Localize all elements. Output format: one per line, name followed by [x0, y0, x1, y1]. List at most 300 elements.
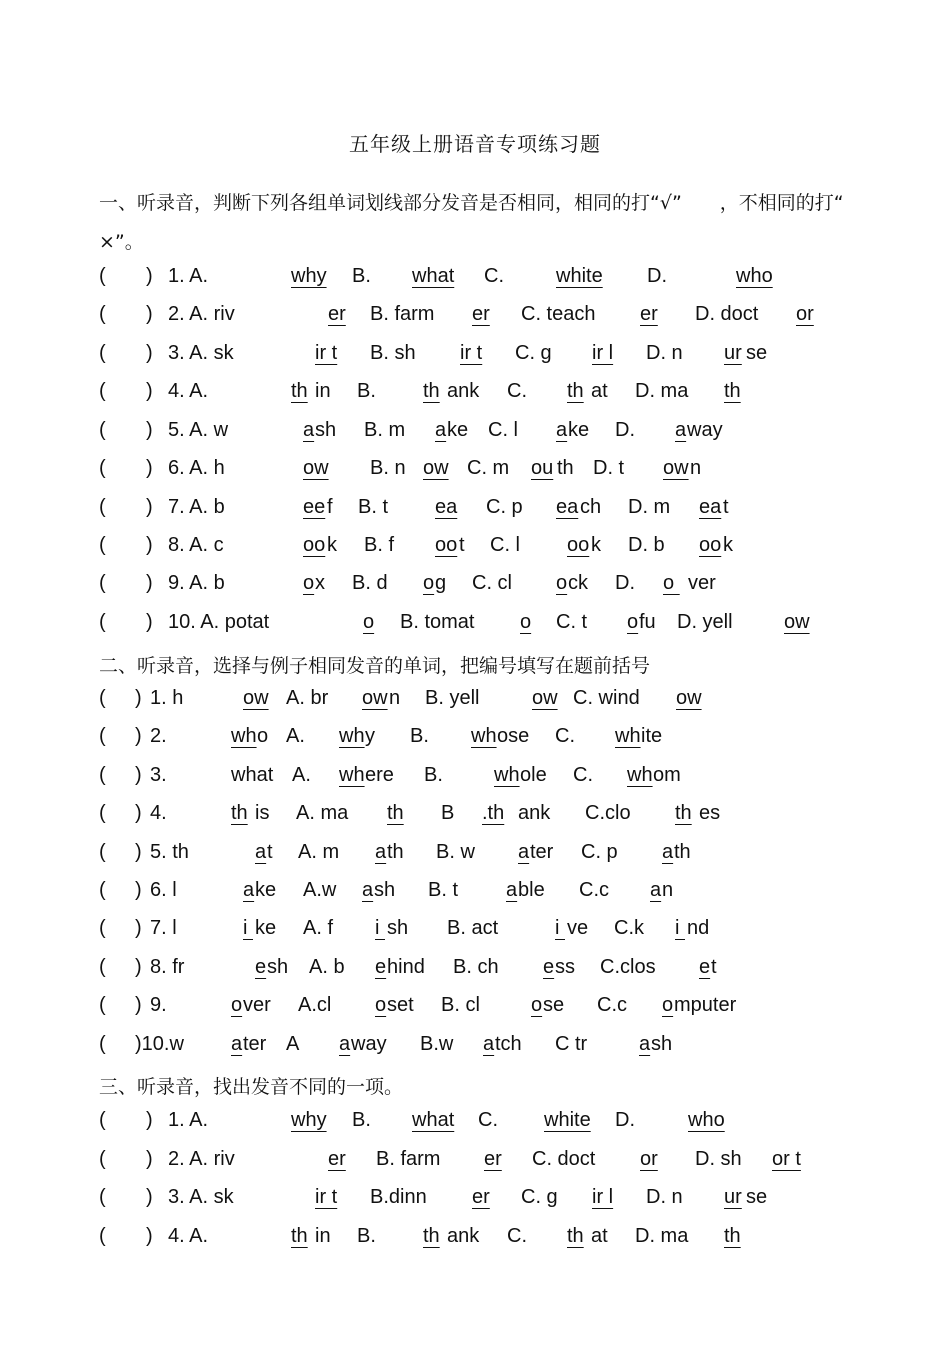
answer-bracket: ( — [99, 1109, 106, 1131]
question-text: nd — [687, 917, 710, 939]
question-text: ank — [518, 802, 551, 824]
question-text: in — [315, 380, 331, 402]
question-text: A. b — [309, 956, 345, 978]
underlined-phoneme: a — [231, 1033, 243, 1055]
question-row — [0, 1148, 950, 1178]
question-text: se — [543, 994, 565, 1016]
question-text: C. g — [521, 1186, 558, 1208]
question-row — [0, 1033, 950, 1063]
underlined-phoneme: i — [675, 917, 685, 939]
question-text: 1. A. — [168, 265, 209, 287]
question-text: C. p — [581, 841, 618, 863]
question-text: B. d — [352, 572, 388, 594]
underlined-phoneme: ow — [362, 687, 388, 709]
underlined-phoneme: e — [375, 956, 387, 978]
question-text: C. — [507, 380, 527, 402]
underlined-phoneme: wh — [471, 725, 497, 747]
question-text: C.c — [579, 879, 609, 901]
question-text: D. — [615, 572, 635, 594]
question-text: ) — [146, 1186, 153, 1208]
question-text: C. t — [556, 611, 588, 633]
underlined-phoneme: o — [423, 572, 435, 594]
question-text: C.k — [614, 917, 644, 939]
question-text: C. g — [515, 342, 552, 364]
answer-bracket: ( — [99, 1148, 106, 1170]
underlined-phoneme: a — [483, 1033, 495, 1055]
underlined-phoneme: th — [423, 380, 440, 402]
question-row — [0, 496, 950, 526]
underlined-phoneme: o — [662, 994, 674, 1016]
question-text: 6. l — [150, 879, 177, 901]
question-text: C. — [555, 725, 575, 747]
question-text: B. n — [370, 457, 406, 479]
question-text: ) — [135, 917, 142, 939]
question-text: 2. A. riv — [168, 303, 235, 325]
underlined-phoneme: o — [303, 572, 315, 594]
question-text: is — [255, 802, 270, 824]
question-text: 5. A. w — [168, 419, 229, 441]
question-text: es — [699, 802, 721, 824]
underlined-phoneme: a — [662, 841, 674, 863]
question-text: ite — [641, 725, 663, 747]
question-text: way — [351, 1033, 387, 1055]
underlined-phoneme: o — [531, 994, 543, 1016]
underlined-phoneme: white — [544, 1109, 591, 1131]
question-text: sh — [315, 419, 337, 441]
question-row — [0, 611, 950, 641]
underlined-phoneme: a — [303, 419, 315, 441]
question-text: 4. A. — [168, 1225, 209, 1247]
question-text: hind — [387, 956, 425, 978]
underlined-phoneme: th — [291, 1225, 308, 1247]
question-text: C. wind — [573, 687, 640, 709]
underlined-phoneme: a — [675, 419, 687, 441]
question-text: D. yell — [677, 611, 733, 633]
question-text: ) — [146, 265, 153, 287]
underlined-phoneme: ur — [724, 1186, 742, 1208]
question-text: ) — [146, 611, 153, 633]
question-text: t — [723, 496, 729, 518]
question-text: C.clo — [585, 802, 631, 824]
question-row — [0, 879, 950, 909]
question-text: D. — [647, 265, 667, 287]
question-row — [0, 764, 950, 794]
question-text: what — [231, 764, 274, 786]
underlined-phoneme: a — [435, 419, 447, 441]
underlined-phoneme: ow — [303, 457, 329, 479]
question-row — [0, 303, 950, 333]
question-text: 2. A. riv — [168, 1148, 235, 1170]
underlined-phoneme: ow — [663, 457, 689, 479]
underlined-phoneme: i — [375, 917, 385, 939]
question-text: ) — [135, 802, 142, 824]
question-row — [0, 380, 950, 410]
underlined-phoneme: ow — [784, 611, 810, 633]
question-text: C. teach — [521, 303, 596, 325]
question-row — [0, 956, 950, 986]
underlined-phoneme: er — [472, 1186, 490, 1208]
question-text: B. t — [358, 496, 389, 518]
question-text: D. t — [593, 457, 625, 479]
underlined-phoneme: th — [423, 1225, 440, 1247]
question-text: 8. fr — [150, 956, 185, 978]
question-text: ck — [568, 572, 588, 594]
question-text: 3. A. sk — [168, 342, 234, 364]
question-text: se — [746, 1186, 768, 1208]
question-text: om — [653, 764, 681, 786]
question-row — [0, 841, 950, 871]
question-text: ole — [520, 764, 547, 786]
question-text: 7. l — [150, 917, 177, 939]
question-text: ) — [146, 1148, 153, 1170]
question-text: A. ma — [296, 802, 349, 824]
answer-bracket: ( — [99, 303, 106, 325]
question-text: D. — [615, 1109, 635, 1131]
underlined-phoneme: e — [699, 956, 711, 978]
question-text: 4. — [150, 802, 167, 824]
underlined-phoneme: o — [375, 994, 387, 1016]
underlined-phoneme: er — [328, 303, 346, 325]
underlined-phoneme: wh — [339, 764, 365, 786]
answer-bracket: ( — [99, 496, 106, 518]
question-row — [0, 687, 950, 717]
question-text: ter — [530, 841, 554, 863]
underlined-phoneme: a — [639, 1033, 651, 1055]
underlined-phoneme: ir t — [460, 342, 483, 364]
underlined-phoneme: wh — [339, 725, 365, 747]
question-text: 1. h — [150, 687, 184, 709]
question-row — [0, 572, 950, 602]
question-text: A. — [292, 764, 311, 786]
underlined-phoneme: er — [484, 1148, 502, 1170]
question-text: 9. — [150, 994, 167, 1016]
underlined-phoneme: .th — [482, 802, 505, 824]
answer-bracket: ( — [99, 534, 106, 556]
question-text: B. — [424, 764, 443, 786]
question-row — [0, 534, 950, 564]
question-text: 3. — [150, 764, 167, 786]
question-row — [0, 1109, 950, 1139]
question-text: ) — [146, 534, 153, 556]
question-text: t — [711, 956, 717, 978]
underlined-phoneme: wh — [231, 725, 257, 747]
question-text: B.w — [420, 1033, 454, 1055]
question-text: B. ch — [453, 956, 499, 978]
question-text: B. — [357, 380, 376, 402]
underlined-phoneme: i — [555, 917, 565, 939]
answer-bracket: ( — [99, 994, 106, 1016]
question-row — [0, 1186, 950, 1216]
underlined-phoneme: th — [291, 380, 308, 402]
question-text: n — [389, 687, 401, 709]
underlined-phoneme: or — [796, 303, 814, 325]
question-row — [0, 342, 950, 372]
question-text: B. m — [364, 419, 406, 441]
question-text: ank — [447, 1225, 480, 1247]
question-text: x — [315, 572, 325, 594]
question-text: se — [746, 342, 768, 364]
question-text: B — [441, 802, 455, 824]
answer-bracket: ( — [99, 802, 106, 824]
underlined-phoneme: o — [663, 572, 680, 594]
underlined-phoneme: ow — [423, 457, 449, 479]
question-text: C. — [507, 1225, 527, 1247]
question-text: 9. A. b — [168, 572, 225, 594]
question-text: ) — [146, 380, 153, 402]
question-text: ) — [135, 841, 142, 863]
answer-bracket: ( — [99, 1225, 106, 1247]
question-text: B. t — [428, 879, 459, 901]
question-text: 5. th — [150, 841, 189, 863]
underlined-phoneme: a — [518, 841, 530, 863]
answer-bracket: ( — [99, 841, 106, 863]
question-text: C. cl — [472, 572, 512, 594]
question-text: B. cl — [441, 994, 480, 1016]
question-text: ) — [135, 994, 142, 1016]
answer-bracket: ( — [99, 879, 106, 901]
question-text: ke — [255, 917, 277, 939]
question-text: 10. A. potat — [168, 611, 270, 633]
underlined-phoneme: what — [412, 265, 455, 287]
underlined-phoneme: a — [556, 419, 568, 441]
question-text: ose — [497, 725, 530, 747]
question-text: ble — [518, 879, 545, 901]
question-text: ) — [135, 687, 142, 709]
underlined-phoneme: ir t — [315, 1186, 338, 1208]
question-text: t — [267, 841, 273, 863]
underlined-phoneme: a — [243, 879, 255, 901]
answer-bracket: ( — [99, 342, 106, 364]
answer-bracket: ( — [99, 419, 106, 441]
underlined-phoneme: a — [255, 841, 267, 863]
question-text: B. farm — [370, 303, 435, 325]
question-text: C. — [478, 1109, 498, 1131]
question-text: n — [690, 457, 702, 479]
underlined-phoneme: ea — [556, 496, 579, 518]
question-row — [0, 457, 950, 487]
underlined-phoneme: o — [231, 994, 243, 1016]
question-text: ) — [146, 572, 153, 594]
question-row — [0, 1225, 950, 1255]
question-text: B. sh — [370, 342, 416, 364]
question-text: t — [459, 534, 465, 556]
question-text: B. — [352, 1109, 371, 1131]
question-text: )10.w — [135, 1033, 184, 1055]
question-text: D. b — [628, 534, 665, 556]
question-text: k — [591, 534, 601, 556]
underlined-phoneme: ea — [435, 496, 458, 518]
question-text: C tr — [555, 1033, 588, 1055]
underlined-phoneme: o — [520, 611, 532, 633]
underlined-phoneme: wh — [627, 764, 653, 786]
question-text: ) — [146, 303, 153, 325]
underlined-phoneme: th — [675, 802, 692, 824]
question-text: C. p — [486, 496, 523, 518]
question-text: 6. A. h — [168, 457, 225, 479]
question-row — [0, 917, 950, 947]
underlined-phoneme: oo — [435, 534, 458, 556]
underlined-phoneme: ee — [303, 496, 326, 518]
answer-bracket: ( — [99, 1186, 106, 1208]
question-text: ) — [135, 956, 142, 978]
question-text: ver — [243, 994, 271, 1016]
question-text: th — [387, 841, 404, 863]
question-text: D. ma — [635, 380, 689, 402]
answer-bracket: ( — [99, 611, 106, 633]
question-text: ) — [146, 457, 153, 479]
underlined-phoneme: a — [339, 1033, 351, 1055]
underlined-phoneme: er — [328, 1148, 346, 1170]
question-text: C.c — [597, 994, 627, 1016]
question-text: C. — [484, 265, 504, 287]
question-text: B. — [357, 1225, 376, 1247]
question-text: A. m — [298, 841, 340, 863]
question-text: at — [591, 380, 608, 402]
underlined-phoneme: a — [506, 879, 518, 901]
underlined-phoneme: wh — [494, 764, 520, 786]
question-text: B. w — [436, 841, 475, 863]
answer-bracket: ( — [99, 725, 106, 747]
answer-bracket: ( — [99, 265, 106, 287]
underlined-phoneme: th — [231, 802, 248, 824]
question-text: 4. A. — [168, 380, 209, 402]
underlined-phoneme: th — [724, 1225, 741, 1247]
question-row — [0, 994, 950, 1024]
question-text: sh — [387, 917, 409, 939]
question-row — [0, 802, 950, 832]
question-text: at — [591, 1225, 608, 1247]
question-row — [0, 725, 950, 755]
underlined-phoneme: e — [543, 956, 555, 978]
question-text: g — [435, 572, 447, 594]
question-text: D. sh — [695, 1148, 742, 1170]
underlined-phoneme: who — [688, 1109, 725, 1131]
answer-bracket: ( — [99, 917, 106, 939]
question-text: ) — [135, 879, 142, 901]
underlined-phoneme: who — [736, 265, 773, 287]
question-text: D. n — [646, 1186, 683, 1208]
section-heading: 三、听录音，找出发音不同的一项。 — [99, 1076, 404, 1098]
question-text: ke — [255, 879, 277, 901]
question-text: th — [674, 841, 691, 863]
question-text: ter — [243, 1033, 267, 1055]
question-text: C. doct — [532, 1148, 596, 1170]
underlined-phoneme: ir l — [592, 342, 614, 364]
answer-bracket: ( — [99, 687, 106, 709]
question-text: ve — [567, 917, 589, 939]
question-text: ss — [555, 956, 575, 978]
question-text: y — [365, 725, 375, 747]
question-text: mputer — [674, 994, 737, 1016]
question-text: 3. A. sk — [168, 1186, 234, 1208]
section-heading: 一、听录音，判断下列各组单词划线部分发音是否相同，相同的打“√” ，不相同的打“ ×”。 — [99, 192, 863, 253]
underlined-phoneme: a — [362, 879, 374, 901]
question-text: ke — [447, 419, 469, 441]
underlined-phoneme: ir l — [592, 1186, 614, 1208]
underlined-phoneme: th — [724, 380, 741, 402]
answer-bracket: ( — [99, 457, 106, 479]
question-text: C.clos — [600, 956, 656, 978]
question-text: B.dinn — [370, 1186, 427, 1208]
question-text: A. br — [286, 687, 329, 709]
question-text: C. — [573, 764, 593, 786]
question-text: ) — [146, 419, 153, 441]
question-text: ke — [568, 419, 590, 441]
underlined-phoneme: o — [363, 611, 375, 633]
question-text: ) — [146, 496, 153, 518]
underlined-phoneme: ir t — [315, 342, 338, 364]
question-text: B. tomat — [400, 611, 475, 633]
underlined-phoneme: why — [291, 1109, 327, 1131]
question-text: B. farm — [376, 1148, 441, 1170]
question-text: ank — [447, 380, 480, 402]
question-text: C. l — [490, 534, 520, 556]
question-text: A. f — [303, 917, 334, 939]
question-text: fu — [639, 611, 656, 633]
underlined-phoneme: oo — [303, 534, 326, 556]
question-text: D. n — [646, 342, 683, 364]
question-text: k — [327, 534, 337, 556]
underlined-phoneme: th — [387, 802, 404, 824]
question-text: ) — [146, 1225, 153, 1247]
question-text: ch — [580, 496, 602, 518]
question-text: ) — [146, 342, 153, 364]
page-title: 五年级上册语音专项练习题 — [349, 132, 601, 156]
question-text: 2. — [150, 725, 167, 747]
underlined-phoneme: e — [255, 956, 267, 978]
underlined-phoneme: white — [556, 265, 603, 287]
question-text: 7. A. b — [168, 496, 225, 518]
underlined-phoneme: ea — [699, 496, 722, 518]
question-text: 1. A. — [168, 1109, 209, 1131]
question-text: B. f — [364, 534, 395, 556]
underlined-phoneme: or — [640, 1148, 658, 1170]
answer-bracket: ( — [99, 956, 106, 978]
underlined-phoneme: th — [567, 1225, 584, 1247]
question-text: tch — [495, 1033, 522, 1055]
question-text: sh — [267, 956, 289, 978]
question-text: A. — [286, 725, 305, 747]
question-text: B. act — [447, 917, 499, 939]
question-row — [0, 265, 950, 295]
underlined-phoneme: ur — [724, 342, 742, 364]
question-text: set — [387, 994, 414, 1016]
question-text: f — [327, 496, 333, 518]
question-text: A.cl — [298, 994, 332, 1016]
question-text: way — [687, 419, 723, 441]
question-text: D. doct — [695, 303, 759, 325]
underlined-phoneme: a — [375, 841, 387, 863]
question-text: B. yell — [425, 687, 480, 709]
underlined-phoneme: ow — [676, 687, 702, 709]
underlined-phoneme: o — [627, 611, 639, 633]
underlined-phoneme: er — [640, 303, 658, 325]
question-text: sh — [651, 1033, 673, 1055]
question-text: A — [286, 1033, 300, 1055]
answer-bracket: ( — [99, 380, 106, 402]
question-text: ) — [135, 764, 142, 786]
question-text: ) — [135, 725, 142, 747]
underlined-phoneme: or t — [772, 1148, 801, 1170]
question-text: D. — [615, 419, 635, 441]
underlined-phoneme: oo — [567, 534, 590, 556]
question-text: B. — [352, 265, 371, 287]
question-row — [0, 419, 950, 449]
question-text: k — [723, 534, 733, 556]
question-text: B. — [410, 725, 429, 747]
underlined-phoneme: a — [650, 879, 662, 901]
question-text: C. l — [488, 419, 518, 441]
